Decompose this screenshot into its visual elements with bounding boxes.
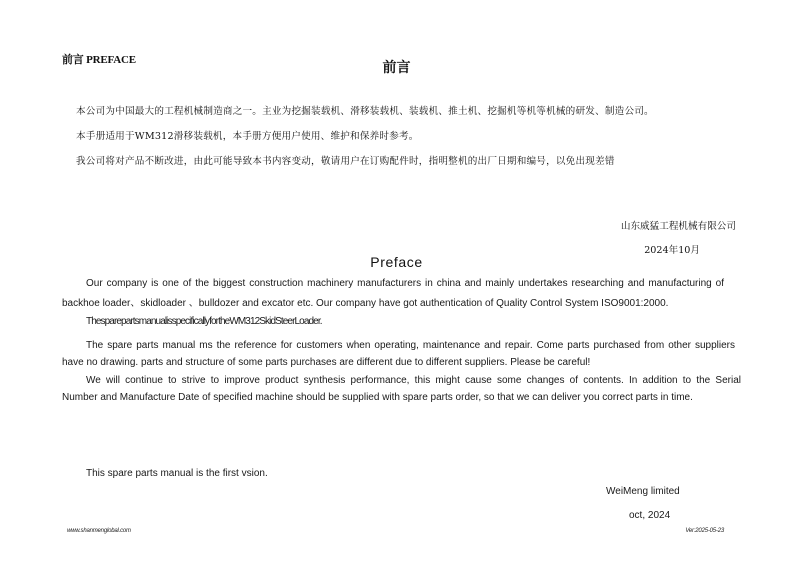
en-paragraph-4-line-2: Number and Manufacture Date of specified machine should be supplied with spare parts order, so that we can deliver you correct parts in time. — [62, 392, 693, 403]
en-company-name: WeiMeng limited — [606, 486, 680, 497]
cn-paragraph-2: 本手册适用于WM312滑移装载机，本手册方便用户使用、维护和保养时参考。 — [76, 131, 419, 142]
en-paragraph-4-line-1 — [62, 375, 741, 386]
footer-website: www.shanmenglobal.com — [67, 528, 131, 534]
cn-paragraph-1: 本公司为中国最大的工程机械制造商之一。主业为挖掘装载机、滑移装载机、装载机、推土机、挖掘机等机等机械的研发、制造公司。 — [76, 106, 654, 117]
en-paragraph-2: ThesparepartsmanualisspecificallyfortheWM312SkidSteerLoader. — [86, 316, 322, 327]
en-paragraph-1-line-2: backhoe loader、skidloader 、bulldozer and excator etc. Our company have got authentication of Quality Control System ISO9001:2000. — [62, 298, 669, 309]
cn-page-title: 前言 — [382, 61, 411, 76]
footer-version: Ver:2025-05-23 — [685, 528, 724, 534]
en-paragraph-4-line-1-text: We will continue to strive to improve product synthesis performance, this might cause some changes of contents. In addition to the Serial — [86, 375, 741, 386]
cn-company-name: 山东威猛工程机械有限公司 — [620, 221, 736, 232]
cn-paragraph-3: 我公司将对产品不断改进，由此可能导致本书内容变动，敬请用户在订购配件时，指明整机的出厂日期和编号，以免出现差错 — [76, 156, 615, 167]
en-date: oct, 2024 — [629, 510, 671, 521]
en-paragraph-3-line-2: have no drawing. parts and structure of some parts purchases are different due to different suppliers. Please be careful! — [62, 357, 591, 368]
en-page-title: Preface — [370, 254, 423, 270]
en-version-note: This spare parts manual is the first vsion. — [86, 468, 268, 479]
en-paragraph-3-line-1-text: The spare parts manual ms the reference for customers when operating, maintenance and repair. Come parts purchased from other suppliers — [86, 340, 735, 351]
en-paragraph-1-line-1-text: Our company is one of the biggest construction machinery manufacturers in china and mainly undertakes researching and manufacturing of — [86, 278, 724, 289]
en-paragraph-3-line-1 — [62, 340, 735, 351]
header-label: 前言 PREFACE — [62, 54, 136, 66]
cn-date: 2024年10月 — [644, 245, 700, 256]
en-paragraph-1-line-1 — [62, 278, 724, 289]
